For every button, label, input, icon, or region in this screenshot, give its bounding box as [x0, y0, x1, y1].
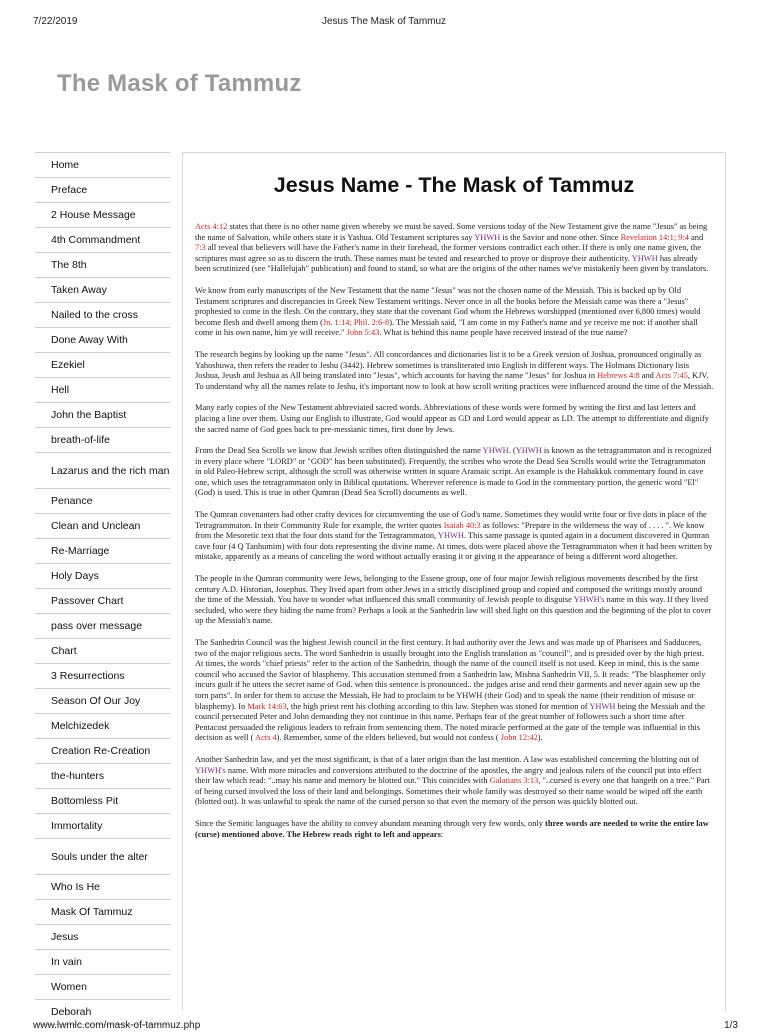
sidebar-item-done-away-with[interactable] [35, 328, 170, 353]
text-run: The research begins by looking up the name "Jesus". All concordances and dictionaries list it to be a Greek version of Joshua, pronounced originally as Yahoshuwa, then refers the reader to Jeshu (3442). Hebrew sometimes is transliterated into English in different ways. The Holmans Dictionary lists Joshua, Jeush and Jeshua as All being translated into "Jesus", which accounts for having the name "Jesus" for Joshua in [195, 349, 702, 381]
scripture-reference-link[interactable]: John 5:43 [346, 328, 380, 338]
sidebar-item-label: Passover Chart [51, 595, 124, 607]
text-run: , the high priest rent his clothing according to this law. Stephen was stoned for mention of [286, 701, 590, 711]
text-run: and [639, 371, 656, 381]
sidebar-item-2-house-message[interactable] [35, 203, 170, 228]
paragraph [195, 574, 714, 627]
sidebar-item-women[interactable] [35, 975, 170, 1000]
sidebar-item-label: Melchizedek [51, 720, 110, 732]
text-run: We know from early manuscripts of the New Testament that the name "Jesus" was not the chosen name of the Messiah. This is backed up by Old Testament scriptures and discrepancies in Greek New Testament writings. Never once in all the books before the Messiah came was there a "Jesus" prophesied to come in the flesh. On the contrary, they state that the covenant God whom the Hebrews worshipped (mentioned over 6,800 times) would become flesh and dwell among them ( [195, 285, 701, 327]
sidebar-item-the-8th[interactable] [35, 253, 170, 278]
scripture-reference-link[interactable]: Jn. 1:14; Phil. 2:6-8 [322, 317, 390, 327]
page-title: Jesus Name - The Mask of Tammuz [273, 173, 635, 197]
paragraph [195, 510, 714, 563]
text-run: From the Dead Sea Scrolls we know that Jewish scribes often distinguished the name [195, 446, 483, 456]
text-run: ). Remember, some of the elders believed, but would not confess ( [276, 733, 501, 743]
sidebar-item-creation-re-creation[interactable] [35, 739, 170, 764]
text-run: The Qumran covenanters had other crafty devices for circumventing the use of God's name. Sometimes they would write four or five dots in place of the Tetragrammaton. In their Community Rule for example, the writer quotes [195, 510, 707, 530]
text-run: ). The Messiah said, "I am come in my Father's name and ye receive me not: if another shall come in his own name, him ye will receive." [195, 317, 698, 338]
main-content [182, 152, 726, 1011]
print-url: www.lwmlc.com/mask-of-tammuz.php [33, 1020, 201, 1031]
scripture-reference-link[interactable]: Acts 4:12 [195, 222, 228, 231]
sidebar-item-label: Creation Re-Creation [51, 745, 151, 757]
sidebar-item-label: Mask Of Tammuz [51, 906, 133, 918]
sidebar-item-label: Hell [51, 384, 70, 396]
sidebar-item-label: 3 Resurrections [51, 670, 125, 682]
sidebar-item-label: Immortality [51, 820, 103, 832]
paragraph [195, 222, 714, 275]
text-run: name in this way. If they lived secluded, who were they hiding the name from? Perhaps a look at the Sanhedrin law will shed light on this question and the beginning of the plot to cover up the Messiah's name. [195, 595, 712, 626]
paragraph [195, 446, 714, 499]
sidebar-item-label: Clean and Unclean [51, 520, 141, 532]
sidebar-item-label: Holy Days [51, 570, 99, 582]
sidebar-item-immortality[interactable] [35, 814, 170, 839]
sidebar-nav-list [35, 153, 170, 1025]
text-run: , "..cursed is every one that hangeth on a tree." Part of being cursed involved the loss of their land and belongings. Sometimes their whole family was destroyed so their name would be wiped off the earth (blotted out). It was unlawful to speak the name of the cursed person so that even the memory of the person was quickly blotted out. [195, 776, 710, 807]
sidebar-item-bottomless-pit[interactable] [35, 789, 170, 814]
print-header [0, 16, 768, 30]
sidebar-item-passover-chart[interactable] [35, 589, 170, 614]
text-run: is known as the tetragrammaton and is recognized in every place where "LORD" or "GOD" has been substituted). Frequently, the scribes who wrote the Dead Sea Scrolls would write the Tetragrammaton in old Paleo-Hebrew script, although the scroll was otherwise written in square Aramaic script. An example is the Habakkuk commentary found in cave one, which uses the tetragrammaton only in Biblical quotations. Wherever reference is made to God in the commentary portion, the generic word "El" (God) is used. This is true in other Qumran (Dead Sea Scroll) documents as well. [195, 446, 712, 498]
text-run: . ( [508, 446, 516, 456]
sidebar-item-john-the-baptist[interactable] [35, 403, 170, 428]
sidebar-item-label: Women [51, 981, 87, 993]
sidebar-item-label: Souls under the alter [51, 850, 148, 863]
sidebar-item-label: Nailed to the cross [51, 309, 138, 321]
text-run: Many early copies of the New Testament abbreviated sacred words. Abbreviations of these words were formed by writing the first and last letters and placing a line over them. Using our English to illustrate, God would appear as GD and Lord would appear as LD. The attempt to differentiate and dignify the sacred name of God goes back to pre-messianic times, first done by Jews. [195, 403, 709, 434]
sidebar-item-who-is-he[interactable] [35, 875, 170, 900]
sidebar-item-home[interactable] [35, 153, 170, 178]
text-run: Since the Semitic languages have the ability to convey abundant meaning through very few words, only [195, 818, 546, 828]
sidebar-item-mask-of-tammuz[interactable] [35, 900, 170, 925]
sidebar-item-breath-of-life[interactable] [35, 428, 170, 453]
sidebar-item-taken-away[interactable] [35, 278, 170, 303]
text-run: all reveal that believers will have the Father's name in their forehead, the former versions contradict each other. If there is only one name given, the scriptures must agree so as to discern the truth. These names must be tested and researched to prove or disprove their authenticity. [195, 243, 701, 263]
sidebar-item-label: breath-of-life [51, 434, 110, 446]
sidebar-item-label: 2 House Message [51, 209, 136, 221]
scripture-reference-link[interactable]: Acts 4 [255, 733, 277, 743]
sidebar-item-ezekiel[interactable] [35, 353, 170, 378]
sidebar-item-melchizedek[interactable] [35, 714, 170, 739]
paragraph [195, 286, 714, 339]
sidebar-item-in-vain[interactable] [35, 950, 170, 975]
sidebar-item-label: Chart [51, 645, 77, 657]
article-body [183, 222, 725, 840]
print-page-number: 1/3 [724, 1020, 738, 1031]
sacred-name-link[interactable]: YHWH's [573, 595, 605, 605]
sidebar-item-chart[interactable] [35, 639, 170, 664]
sidebar-item-holy-days[interactable] [35, 564, 170, 589]
paragraph [195, 638, 714, 744]
scripture-reference-link[interactable]: Revelation 14:1; 9:4 [620, 232, 689, 242]
text-run: states that there is no other name given whereby we must be saved. Some versions today of the New Testament give the name "Jesus" as being the name of Salvation, while others state it is Yashua. Old Testament scriptures say [195, 222, 708, 242]
scripture-reference-link[interactable]: 7:3 [195, 243, 206, 253]
scripture-reference-link[interactable]: Acts 7:45 [655, 371, 688, 381]
sacred-name-link[interactable]: YHWH [474, 232, 501, 242]
sidebar-item-label: Home [51, 159, 80, 171]
print-footer [0, 1020, 768, 1034]
sidebar-item-hell[interactable] [35, 378, 170, 403]
scripture-reference-link[interactable]: Galatians 3:13 [489, 776, 539, 786]
text-run: is the Savior and none other. Since [500, 232, 621, 242]
print-title: Jesus The Mask of Tammuz [321, 16, 447, 27]
sidebar-item-4th-commandment[interactable] [35, 228, 170, 253]
sidebar-item-nailed-to-the-cross[interactable] [35, 303, 170, 328]
text-run: and [688, 232, 704, 242]
sacred-name-link[interactable]: YHWH [482, 446, 509, 456]
sidebar-item-label: Re-Marriage [51, 545, 110, 557]
sidebar-item-label: The 8th [51, 259, 87, 271]
sidebar-item-label: Preface [51, 184, 88, 196]
sacred-name-link[interactable]: YHWH [631, 253, 658, 263]
text-run: , KJV. To understand why all the names relate to Jeshu, it's important now to look at how scroll writing practices were influenced around the time of the Messiah. [195, 371, 714, 391]
sidebar-item-label: 4th Commandment [51, 234, 141, 246]
print-date: 7/22/2019 [33, 16, 78, 27]
sidebar-item-clean-and-unclean[interactable] [35, 514, 170, 539]
text-run: has already been scrutinized (see "Hallelujah" publication) and found to stand, so what are the origins of the other names we've mistakenly been given by translators. [195, 253, 709, 274]
bold-text: three words are needed to write the entire law (curse) mentioned above. The Hebrew reads right to left and appears [195, 818, 709, 839]
sidebar-item-penance[interactable] [35, 489, 170, 514]
text-run: . What is behind this name people have received instead of the true name? [379, 328, 628, 338]
scripture-reference-link[interactable]: Isaiah 40:3 [443, 520, 481, 530]
sidebar-item-lazarus-and-the-rich-man[interactable] [35, 453, 170, 489]
text-run: being the Messiah and the council persecuted Peter and John demanding they not continue in this name. Perhaps fear of the great number of followers such a short time after Pentacost persuaded the religious leaders to refrain from sentencing them. The noted miracle performed at the gate of the temple was influential in this decision as well ( [195, 701, 705, 743]
text-run: The people in the Qumran community were Jews, belonging to the Essene group, one of four major Jewish religious movements described by the first century A.D. Historian, Josephus. They lived apart from other Jews in a strictly disciplined group and copied and composed the writings mostly around the time of the Messiah. You have to wonder what influenced this small community of Jewish people to disguise [195, 574, 702, 605]
text-run: The Sanhedrin Council was the highest Jewish council in the first century. It had authority over the Jews and was made up of Pharisees and Sadducees, two of the major religious sects. The word Sanhedrin is usually brought into the English translation as "council", and is presided over by the high priest. At times, the words "chief priests" refer to the action of the Sanhedrin, though the name of the council itself is not used. Keep in mind, this is the same council who accused the Savior of blasphemy. This accusation stemmed from a Sanhedrin law, Mishna Sanhedrin VII, 5. It reads: "The blasphemer only incurs guilt if he utters the secret name of God. when this sentence is pronounced.. the judges arise and rend their garments and never again sew up the torn parts". In order for them to accuse the Messiah, He had to proclaim to be YHWH (their God) and to speak the name (their rendition of misuse or blasphemy). In [195, 638, 706, 711]
text-run: as follows: "Prepare in the wilderness the way of . . . . ". We know from the Mesoretic text that the four dots stand for the Tetragrammaton, [195, 520, 705, 541]
sidebar-item-pass-over-message[interactable] [35, 614, 170, 639]
scripture-reference-link[interactable]: Mark 14:63 [247, 701, 287, 711]
text-run: ). [537, 733, 543, 743]
sidebar-item-souls-under-the-alter[interactable] [35, 839, 170, 875]
sacred-name-link[interactable]: YHWH [515, 446, 542, 456]
sidebar-item-label: the-hunters [51, 770, 105, 782]
sacred-name-link[interactable]: YHWH [437, 531, 464, 541]
text-run: . This same passage is quoted again in a document discovered in Qumran cave four (4 Q Tanhumim) with four dots representing the divine name. At times, dots were placed above the Tetragrammaton when it had been written by mistake, apparently as a means of canceling the word without actually erasing it or giving it the appearance of being a different word altogether. [195, 531, 713, 562]
sidebar-item-label: Who Is He [51, 881, 101, 893]
scripture-reference-link[interactable]: John 12:42 [500, 733, 538, 743]
paragraph [195, 350, 714, 392]
text-run: : [440, 829, 444, 839]
paragraph [195, 403, 714, 435]
text-run: name. With more miracles and conversions attributed to the doctrine of the apostles, the angry and jealous rulers of the council put into effect their law which read: "..may his name and memory be blotted out." This coincides with [195, 765, 702, 786]
sidebar-item-label: John the Baptist [51, 409, 127, 421]
sidebar-item-re-marriage[interactable] [35, 539, 170, 564]
sidebar-item-the-hunters[interactable] [35, 764, 170, 789]
sidebar-item-label: In vain [51, 956, 82, 968]
sidebar-item-label: Ezekiel [51, 359, 85, 371]
sidebar-item-label: Taken Away [51, 284, 107, 296]
sidebar-item-3-resurrections[interactable] [35, 664, 170, 689]
site-title: The Mask of Tammuz [57, 70, 302, 97]
sidebar-item-label: pass over message [51, 620, 143, 632]
sidebar-item-season-of-our-joy[interactable] [35, 689, 170, 714]
sacred-name-link[interactable]: YHWH's [195, 765, 226, 775]
text-run: Another Sanhedrin law, and yet the most significant, is that of a later origin than the last mention. A law was established concerning the blotting out of [195, 754, 699, 764]
sidebar-item-jesus[interactable] [35, 925, 170, 950]
sidebar-item-label: Bottomless Pit [51, 795, 119, 807]
sacred-name-link[interactable]: YHWH [589, 701, 616, 711]
paragraph [195, 819, 714, 840]
sidebar-item-label: Done Away With [51, 334, 128, 346]
scripture-reference-link[interactable]: Hebrews 4:8 [597, 371, 640, 381]
sidebar-nav [35, 152, 170, 1018]
sidebar-item-label: Deborah [51, 1006, 92, 1018]
sidebar-item-preface[interactable] [35, 178, 170, 203]
paragraph [195, 755, 714, 808]
sidebar-item-label: Jesus [51, 931, 79, 943]
sidebar-item-label: Lazarus and the rich man [51, 464, 170, 477]
sidebar-item-label: Penance [51, 495, 93, 507]
sidebar-item-label: Season Of Our Joy [51, 695, 141, 707]
